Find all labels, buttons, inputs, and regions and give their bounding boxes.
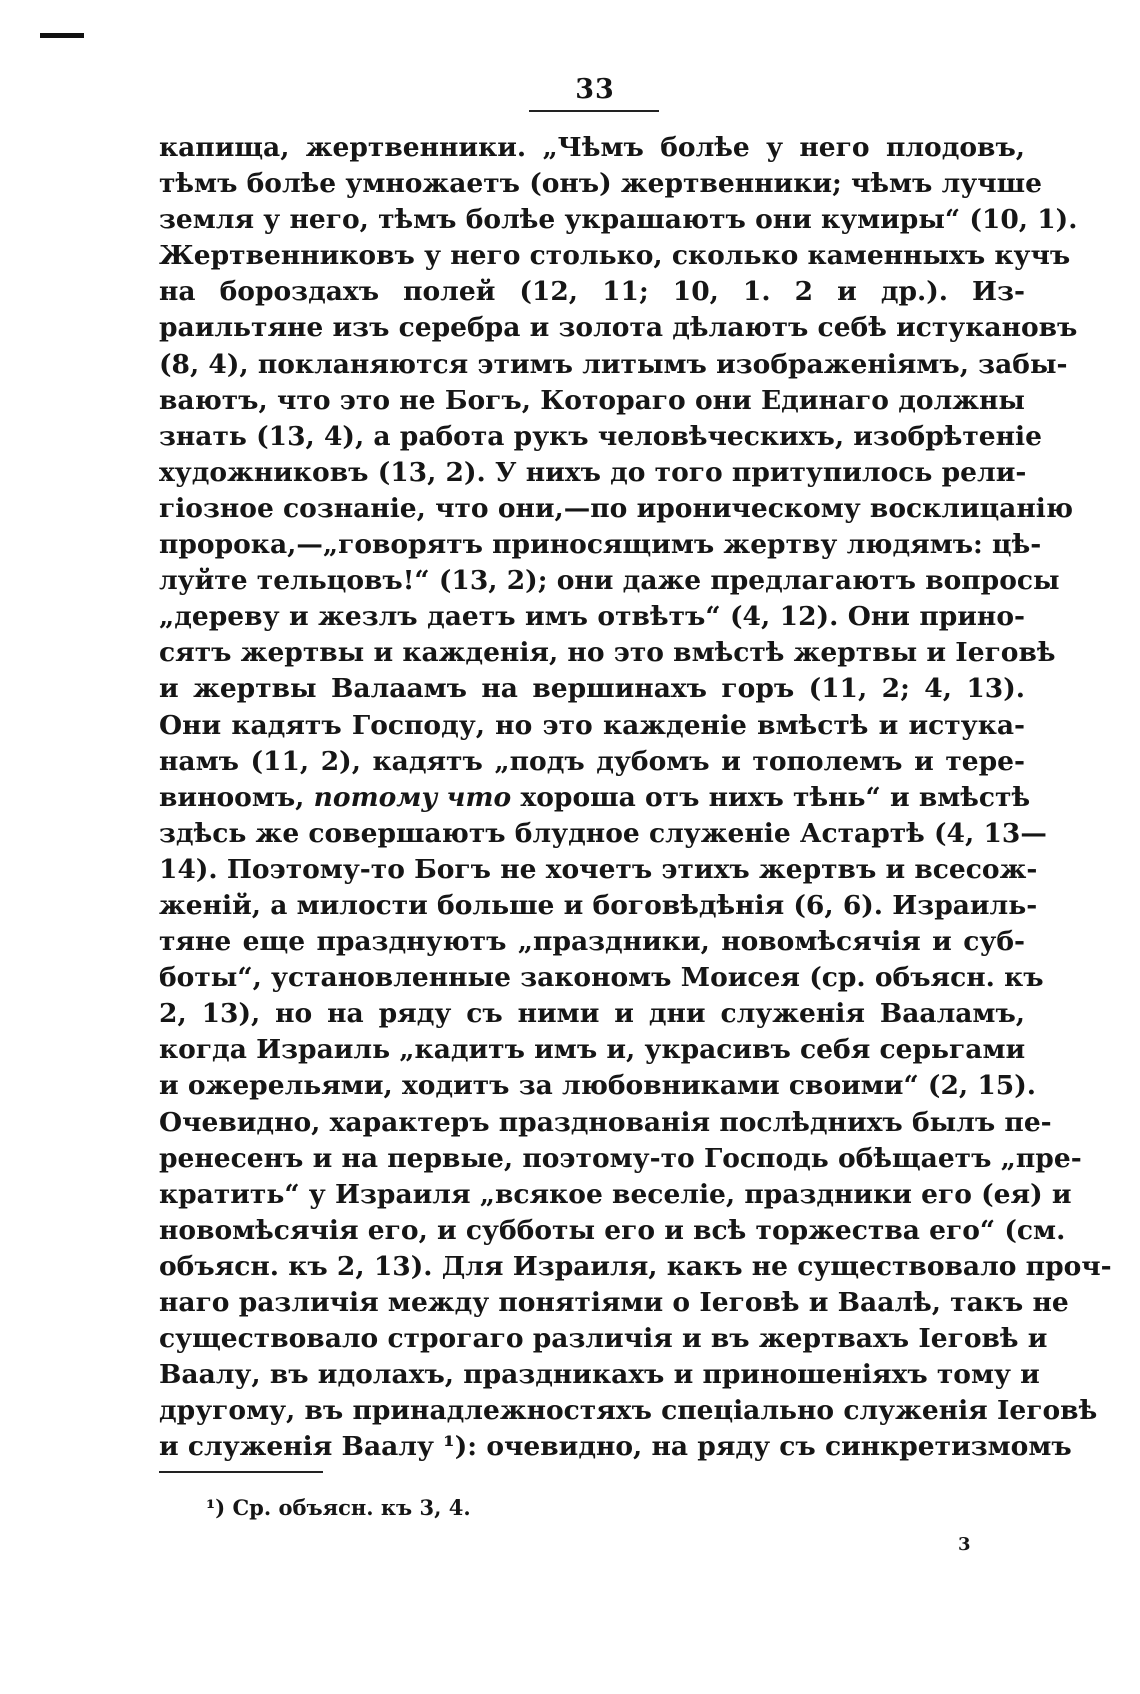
text-line: Они кадятъ Господу, но это кажденіе вмѣстѣ и истука- (159, 709, 1025, 741)
text-line: раильтяне изъ серебра и золота дѣлаютъ себѣ истукановъ (159, 312, 1078, 344)
text-line: ваютъ, что это не Богъ, Котораго они Единаго должны (159, 384, 1025, 416)
text-line: и жертвы Валаамъ на вершинахъ горъ (11, 2; 4, 13). (159, 673, 1025, 705)
body-text (159, 130, 1112, 1465)
text-line: другому, въ принадлежностяхъ спеціально служенія Іеговѣ (159, 1395, 1098, 1427)
text-line: 14). Поэтому-то Богъ не хочетъ этихъ жертвъ и всесож- (159, 853, 1038, 885)
footnote-text: Ср. объясн. къ 3, 4. (225, 1495, 471, 1520)
text-line: пророка,—„говорятъ приносящимъ жертву людямъ: цѣ- (159, 529, 1042, 561)
text-line: существовало строгаго различія и въ жертвахъ Іеговѣ и (159, 1323, 1048, 1355)
text-line: наго различія между понятіями о Іеговѣ и Ваалѣ, такъ не (159, 1287, 1069, 1318)
text-line: кратить“ у Израиля „всякое веселіе, праздники его (ея) и (159, 1178, 1072, 1210)
text-line: сятъ жертвы и кажденія, но это вмѣстѣ жертвы и Іеговѣ (159, 637, 1056, 669)
text-line: виноомъ, потому что хороша отъ нихъ тѣнь“ и вмѣстѣ (159, 781, 1031, 813)
text-line: женій, а милости больше и боговѣдѣнія (6, 6). Израиль- (159, 889, 1038, 921)
text-line: земля у него, тѣмъ болѣе украшаютъ они кумиры“ (10, 1). (159, 204, 1078, 236)
signature-mark: 3 (958, 1534, 971, 1555)
header-rule (529, 110, 659, 112)
text-line: и ожерельями, ходитъ за любовниками своими“ (2, 15). (159, 1070, 1036, 1102)
text-line: когда Израиль „кадитъ имъ и, украсивъ себя серьгами (159, 1034, 1026, 1066)
text-line: тяне еще празднуютъ „праздники, новомѣсячія и суб- (159, 926, 1025, 958)
text-line: ренесенъ и на первые, поэтому-то Господь обѣщаетъ „пре- (159, 1142, 1082, 1174)
text-line: Ваалу, въ идолахъ, праздникахъ и приношеніяхъ тому и (159, 1359, 1040, 1391)
text-line: новомѣсячія его, и субботы его и всѣ торжества его“ (см. (159, 1214, 1066, 1246)
text-line: намъ (11, 2), кадятъ „подъ дубомъ и тополемъ и тере- (159, 745, 1025, 777)
text-line: капища, жертвенники. „Чѣмъ болѣе у него плодовъ, (159, 132, 1025, 163)
text-line: художниковъ (13, 2). У нихъ до того притупилось рели- (159, 456, 1027, 488)
text-line: Жертвенниковъ у него столько, сколько каменныхъ кучъ (159, 240, 1071, 272)
corner-mark (40, 33, 84, 38)
emphasis: потому что (313, 781, 512, 813)
text-line: объясн. къ 2, 13). Для Израиля, какъ не существовало проч- (159, 1250, 1112, 1282)
footnote-rule (159, 1471, 323, 1473)
footnote-marker: ¹) (206, 1495, 226, 1520)
text-line: тѣмъ болѣе умножаетъ (онъ) жертвенники; чѣмъ лучше (159, 168, 1042, 200)
text-line: на бороздахъ полей (12, 11; 10, 1. 2 и др.). Из- (159, 276, 1025, 308)
footnote (206, 1495, 471, 1520)
text-line: (8, 4), покланяются этимъ литымъ изображеніямъ, забы- (159, 348, 1068, 380)
text-line: гіозное сознаніе, что они,—по ироническому восклицанію (159, 492, 1073, 524)
page-number: 33 (575, 74, 615, 105)
text-line: „дереву и жезлъ даетъ имъ отвѣтъ“ (4, 12). Они прино- (159, 601, 1025, 633)
text-line: здѣсь же совершаютъ блудное служеніе Астартѣ (4, 13— (159, 817, 1047, 849)
text-line: 2, 13), но на ряду съ ними и дни служенія Вааламъ, (159, 998, 1025, 1030)
text-line: Очевидно, характеръ празднованія послѣднихъ былъ пе- (159, 1106, 1052, 1138)
text-line: боты“, установленные закономъ Моисея (ср. объясн. къ (159, 962, 1044, 994)
text-line: луйте тельцовъ!“ (13, 2); они даже предлагаютъ вопросы (159, 565, 1060, 597)
text-line: знать (13, 4), а работа рукъ человѣческихъ, изобрѣтеніе (159, 420, 1042, 452)
text-line: и служенія Ваалу ¹): очевидно, на ряду съ синкретизмомъ (159, 1431, 1072, 1463)
